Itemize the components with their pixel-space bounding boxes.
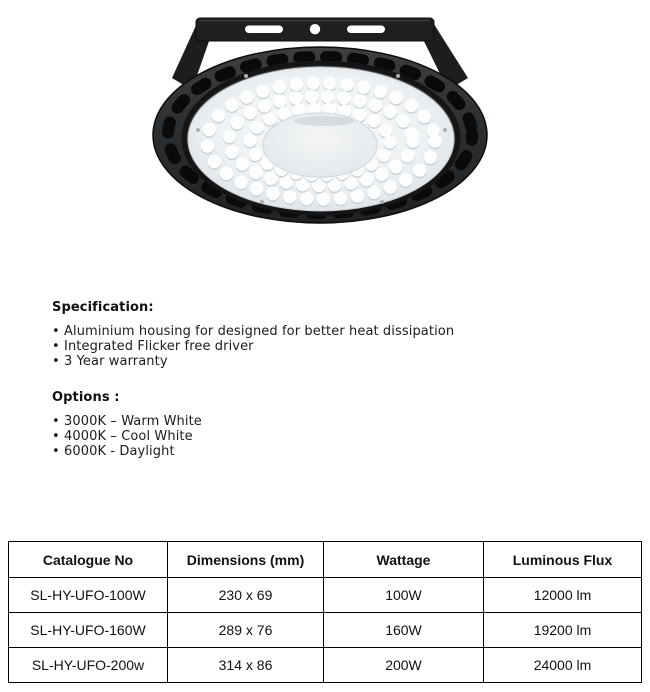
highbay-light-svg bbox=[148, 8, 492, 243]
options-list bbox=[52, 414, 532, 459]
cell-luminous-flux: 24000 lm bbox=[484, 648, 642, 683]
header-luminous-flux: Luminous Flux bbox=[484, 542, 642, 578]
cell-wattage: 160W bbox=[324, 613, 484, 648]
product-spec-table bbox=[8, 541, 642, 683]
header-wattage: Wattage bbox=[324, 542, 484, 578]
options-item: • 6000K - Daylight bbox=[52, 444, 532, 459]
cell-dimensions: 289 x 76 bbox=[168, 613, 324, 648]
options-item: • 4000K – Cool White bbox=[52, 429, 532, 444]
bracket-hole-center bbox=[310, 24, 320, 34]
specification-item: • 3 Year warranty bbox=[52, 354, 532, 369]
spec-copy bbox=[52, 300, 532, 459]
table-row bbox=[9, 613, 642, 648]
highbay-light-image bbox=[148, 8, 492, 243]
cell-wattage: 200W bbox=[324, 648, 484, 683]
table-header-row bbox=[9, 542, 642, 578]
cell-catalogue-no: SL-HY-UFO-200w bbox=[9, 648, 168, 683]
cell-dimensions: 230 x 69 bbox=[168, 578, 324, 613]
bracket-slot-right bbox=[347, 26, 385, 34]
cell-luminous-flux: 19200 lm bbox=[484, 613, 642, 648]
header-catalogue-no: Catalogue No bbox=[9, 542, 168, 578]
bracket-slot-left bbox=[245, 26, 283, 34]
cell-dimensions: 314 x 86 bbox=[168, 648, 324, 683]
cell-luminous-flux: 12000 lm bbox=[484, 578, 642, 613]
cell-catalogue-no: SL-HY-UFO-160W bbox=[9, 613, 168, 648]
options-heading: Options : bbox=[52, 390, 120, 405]
specification-item: • Integrated Flicker free driver bbox=[52, 339, 532, 354]
cell-wattage: 100W bbox=[324, 578, 484, 613]
table-row bbox=[9, 648, 642, 683]
specification-list bbox=[52, 324, 532, 369]
specification-item: • Aluminium housing for designed for better heat dissipation bbox=[52, 324, 532, 339]
led-lens bbox=[188, 67, 454, 211]
options-item: • 3000K – Warm White bbox=[52, 414, 532, 429]
table-row bbox=[9, 578, 642, 613]
mounting-bracket-bar bbox=[196, 18, 434, 41]
specification-heading: Specification: bbox=[52, 300, 154, 315]
cell-catalogue-no: SL-HY-UFO-100W bbox=[9, 578, 168, 613]
header-dimensions: Dimensions (mm) bbox=[168, 542, 324, 578]
